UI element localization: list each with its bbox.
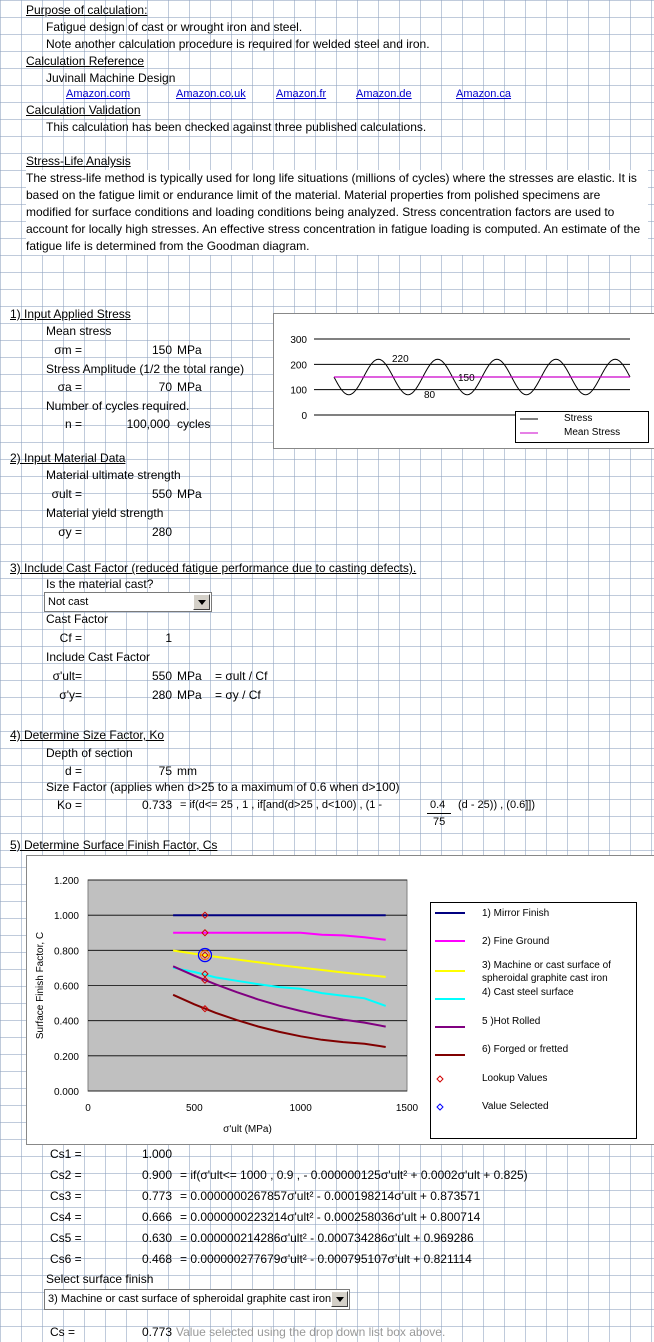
reference-title: Calculation Reference — [26, 54, 145, 68]
mean-stress-label: Mean stress — [46, 324, 112, 338]
validation-title: Calculation Validation — [26, 103, 141, 117]
cs3-symbol: Cs3 = — [50, 1189, 82, 1203]
stress-chart — [273, 313, 654, 449]
cs1-value: 1.000 — [141, 1147, 172, 1161]
stress-life-title: Stress-Life Analysis — [26, 154, 131, 168]
legend-fine-ground: 2) Fine Ground — [482, 936, 550, 947]
stress-chart-legend — [515, 411, 649, 443]
sf-y-axis-label: Surface Finish Factor, C — [35, 931, 46, 1040]
n-unit: cycles — [177, 417, 211, 431]
sf-x-axis-label: σ'ult (MPa) — [223, 1124, 272, 1135]
cs2-symbol: Cs2 = — [50, 1168, 82, 1182]
sf-x-tick: 1000 — [289, 1103, 312, 1114]
legend-machine-cast: 3) Machine or cast surface of spheroidal graphite cast iron — [482, 960, 611, 984]
link-amazon-de[interactable]: Amazon.de — [356, 88, 412, 100]
cs6-symbol: Cs6 = — [50, 1252, 82, 1266]
legend-line-icons — [518, 412, 538, 442]
stress-y-tick: 200 — [290, 360, 307, 372]
surface-finish-dropdown[interactable] — [44, 1289, 350, 1310]
stress-y-tick: 100 — [290, 385, 307, 397]
n-symbol: n = — [64, 417, 82, 431]
ko-formula-part2: (d - 25)) , (0.6]]) — [458, 799, 536, 811]
cast-dropdown-value: Not cast — [48, 596, 89, 608]
legend-value-selected: Value Selected — [482, 1101, 549, 1112]
surface-finish-chart — [26, 855, 654, 1145]
sf-x-tick: 500 — [185, 1103, 203, 1114]
size-factor-label: Size Factor (applies when d>25 to a maximum of 0.6 when d>100) — [46, 780, 400, 794]
d-symbol: d = — [64, 764, 82, 778]
sigma-ult-value[interactable]: 550 — [151, 487, 172, 501]
section1-title: 1) Input Applied Stress — [10, 307, 131, 321]
sigma-ult-prime-symbol: σ'ult= — [52, 669, 82, 683]
stress-life-paragraph: The stress-life method is typically used for long life situations (millions of cycles) where the stresses are elastic. It is based on the fatigue limit or endurance limit of the material. Material properties from polished specimens are modified for surface conditions and loading conditions being analyzed. Stress concentration factors are used to account for locally high stresses. An effective stress concentration in fatigue loading is computed. An estimate of the fatigue life is determined from the Goodman diagram. — [26, 170, 648, 255]
surface-finish-dropdown-value: 3) Machine or cast surface of spheroidal graphite cast iron — [48, 1293, 332, 1305]
cs6-formula: = 0.000000277679σ'ult² - 0.000795107σ'ult + 0.821114 — [180, 1252, 472, 1266]
yield-label: Material yield strength — [46, 506, 164, 520]
cs6-value: 0.468 — [141, 1252, 172, 1266]
cast-dropdown[interactable] — [44, 592, 212, 612]
sigma-ult-unit: MPa — [177, 487, 202, 501]
select-finish-label: Select surface finish — [46, 1272, 154, 1286]
sf-y-tick: 0.400 — [53, 1016, 79, 1028]
cs2-value: 0.900 — [141, 1168, 172, 1182]
sigma-a-unit: MPa — [177, 380, 202, 394]
cast-factor-label: Cast Factor — [46, 612, 109, 626]
section4-title: 4) Determine Size Factor, Ko — [10, 728, 165, 742]
legend-mirror-finish: 1) Mirror Finish — [482, 908, 550, 919]
link-amazon-co-uk[interactable]: Amazon.co.uk — [176, 88, 246, 100]
legend-lookup-marker — [437, 1076, 443, 1082]
sf-y-tick: 0.600 — [53, 981, 79, 993]
cs5-symbol: Cs5 = — [50, 1231, 82, 1245]
sigma-y-symbol: σy = — [58, 525, 82, 539]
sigma-m-unit: MPa — [177, 343, 202, 357]
d-value[interactable]: 75 — [158, 764, 172, 778]
sf-y-tick: 0.000 — [53, 1087, 79, 1098]
sigma-m-symbol: σm = — [54, 343, 82, 357]
surface-finish-dropdown-arrow-icon[interactable] — [331, 1291, 348, 1307]
cs3-formula: = 0.0000000267857σ'ult² - 0.000198214σ'ult + 0.873571 — [180, 1189, 481, 1203]
section2-title: 2) Input Material Data — [10, 451, 126, 465]
sf-x-tick: 1500 — [395, 1103, 419, 1114]
sigma-y-prime-value: 280 — [151, 688, 172, 702]
sigma-y-prime-formula: = σy / Cf — [215, 688, 261, 702]
depth-label: Depth of section — [46, 746, 133, 760]
legend-lookup-values: Lookup Values — [482, 1073, 548, 1084]
cs-note: Value selected using the drop down list box above. — [176, 1325, 446, 1339]
ko-numerator: 0.4 — [430, 799, 446, 811]
purpose-line2: Note another calculation procedure is required for welded steel and iron. — [46, 37, 430, 51]
sigma-ult-symbol: σult = — [51, 487, 82, 501]
cs3-value: 0.773 — [141, 1189, 172, 1203]
sigma-y-prime-unit: MPa — [177, 688, 202, 702]
cast-question: Is the material cast? — [46, 577, 154, 591]
validation-text: This calculation has been checked against three published calculations. — [46, 120, 427, 134]
link-amazon-fr[interactable]: Amazon.fr — [276, 88, 327, 100]
ko-symbol: Ko = — [56, 798, 82, 812]
surface-finish-legend-icons — [431, 903, 471, 1138]
legend-selected-marker — [437, 1104, 443, 1110]
sigma-m-value[interactable]: 150 — [151, 343, 172, 357]
purpose-title: Purpose of calculation: — [26, 3, 148, 17]
sf-y-tick: 0.800 — [53, 946, 79, 958]
cs-value: 0.773 — [141, 1325, 172, 1339]
ko-value: 0.733 — [141, 798, 172, 812]
legend-cast-steel: 4) Cast steel surface — [482, 987, 574, 998]
section5-title: 5) Determine Surface Finish Factor, Cs — [10, 838, 218, 852]
cs4-value: 0.666 — [141, 1210, 172, 1224]
ko-denominator: 75 — [433, 816, 446, 828]
cs5-formula: = 0.000000214286σ'ult² - 0.000734286σ'ult + 0.969286 — [180, 1231, 474, 1245]
cast-dropdown-arrow-icon[interactable] — [193, 594, 210, 610]
include-cast-label: Include Cast Factor — [46, 650, 151, 664]
section3-title: 3) Include Cast Factor (reduced fatigue performance due to casting defects). — [10, 561, 417, 575]
n-value[interactable]: 100,000 — [126, 417, 170, 431]
legend-mean-label: Mean Stress — [564, 427, 621, 438]
surface-finish-legend — [430, 902, 637, 1139]
stress-y-tick: 300 — [290, 335, 307, 346]
ult-label: Material ultimate strength — [46, 468, 181, 482]
cycles-label: Number of cycles required. — [46, 399, 190, 413]
stress-max-label: 220 — [392, 354, 409, 365]
cs2-formula: = if(σ'ult<= 1000 , 0.9 , - 0.000000125σ'ult² + 0.0002σ'ult + 0.825) — [180, 1168, 528, 1182]
stress-y-tick: 0 — [301, 411, 307, 422]
cf-value: 1 — [165, 631, 172, 645]
cs1-symbol: Cs1 = — [50, 1147, 82, 1161]
cf-symbol: Cf = — [59, 631, 82, 645]
reference-book: Juvinall Machine Design — [46, 71, 176, 85]
legend-stress-label: Stress — [564, 413, 593, 424]
sigma-a-value[interactable]: 70 — [158, 380, 172, 394]
stress-amplitude-label: Stress Amplitude (1/2 the total range) — [46, 362, 245, 376]
stress-min-label: 80 — [424, 390, 436, 401]
cs5-value: 0.630 — [141, 1231, 172, 1245]
sigma-ult-prime-formula: = σult / Cf — [215, 669, 268, 683]
d-unit: mm — [177, 764, 197, 778]
ko-fraction-bar — [427, 813, 451, 814]
stress-mean-label: 150 — [458, 373, 475, 384]
sigma-y-prime-symbol: σ'y= — [59, 688, 82, 702]
legend-hot-rolled: 5 )Hot Rolled — [482, 1016, 541, 1027]
sf-y-tick: 1.200 — [53, 876, 79, 887]
purpose-line1: Fatigue design of cast or wrought iron and steel. — [46, 20, 303, 34]
ko-formula-part1: = if(d<= 25 , 1 , if[and(d>25 , d<100) , (1 - — [180, 799, 383, 811]
link-amazon-ca[interactable]: Amazon.ca — [456, 88, 512, 100]
cs-symbol: Cs = — [50, 1325, 76, 1339]
link-amazon-com[interactable]: Amazon.com — [66, 88, 131, 100]
sigma-a-symbol: σa = — [57, 380, 82, 394]
sf-x-tick: 0 — [85, 1103, 91, 1114]
cs4-formula: = 0.0000000223214σ'ult² - 0.000258036σ'ult + 0.800714 — [180, 1210, 481, 1224]
sf-y-tick: 1.000 — [53, 911, 79, 923]
sf-y-tick: 0.200 — [53, 1051, 79, 1063]
cs4-symbol: Cs4 = — [50, 1210, 82, 1224]
legend-forged: 6) Forged or fretted — [482, 1044, 569, 1055]
sigma-y-value[interactable]: 280 — [151, 525, 172, 539]
sigma-ult-prime-unit: MPa — [177, 669, 202, 683]
sigma-ult-prime-value: 550 — [151, 669, 172, 683]
